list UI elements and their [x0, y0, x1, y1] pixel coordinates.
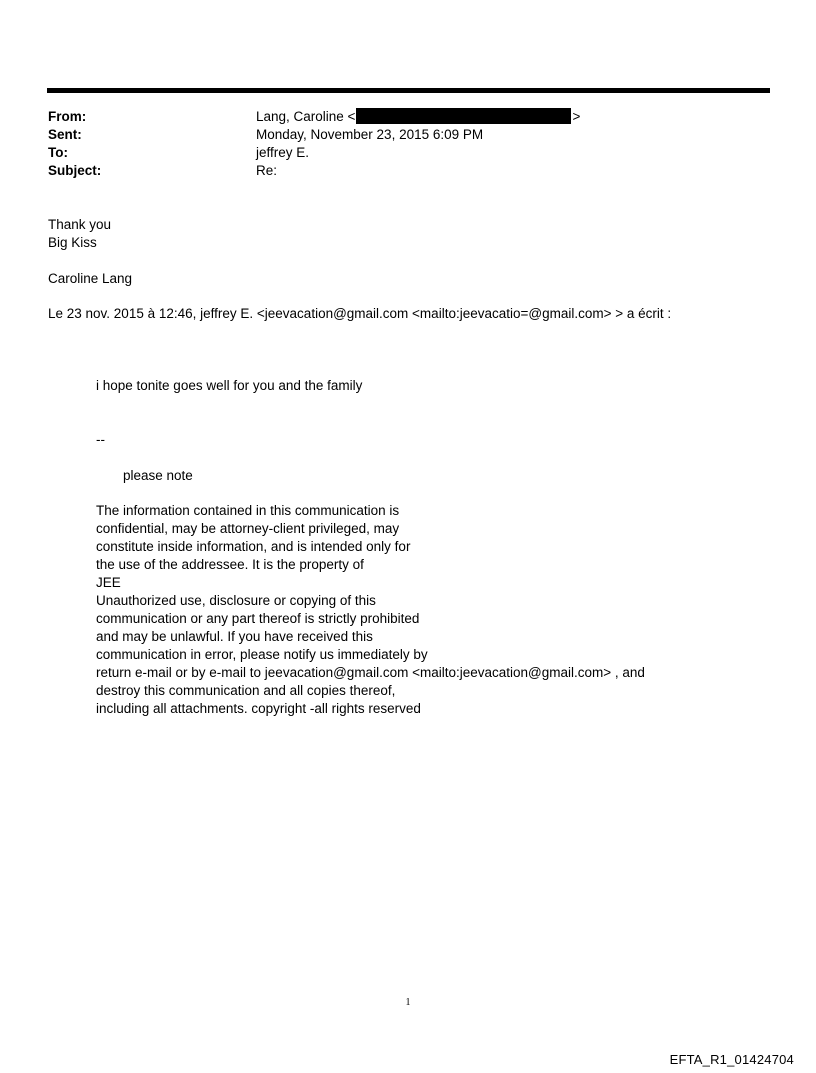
header-rule — [47, 88, 770, 93]
disclaimer-line: confidential, may be attorney-client privileged, may — [96, 521, 400, 536]
quoted-separator: -- — [96, 432, 105, 447]
subject-label: Subject: — [48, 163, 102, 178]
disclaimer-line: communication or any part thereof is strictly prohibited — [96, 611, 420, 626]
subject-value: Re: — [256, 163, 278, 178]
disclaimer-line: the use of the addressee. It is the property of — [96, 557, 364, 572]
disclaimer-line: return e-mail or by e-mail to jeevacation@gmail.com <mailto:jeevacation@gmail.com> , and — [96, 665, 645, 680]
disclaimer-line: and may be unlawful. If you have received this — [96, 629, 373, 644]
disclaimer-line: Unauthorized use, disclosure or copying of this — [96, 593, 376, 608]
sent-row — [48, 126, 580, 144]
disclaimer-line: JEE — [96, 575, 121, 590]
disclaimer-line: communication in error, please notify us immediately by — [96, 647, 428, 662]
sent-label: Sent: — [48, 127, 82, 142]
from-row — [48, 108, 580, 126]
disclaimer-line: The information contained in this communication is — [96, 503, 400, 518]
page-number: 1 — [405, 997, 411, 1008]
note-label: please note — [123, 468, 193, 483]
redaction-box — [356, 108, 571, 124]
body-line-big-kiss: Big Kiss — [48, 235, 97, 250]
to-value: jeffrey E. — [256, 145, 310, 160]
sent-value: Monday, November 23, 2015 6:09 PM — [256, 127, 484, 142]
from-label: From: — [48, 109, 87, 124]
quote-intro: Le 23 nov. 2015 à 12:46, jeffrey E. <jeevacation@gmail.com <mailto:jeevacatio=@gmail.com> > a écrit : — [48, 306, 672, 321]
subject-row — [48, 162, 580, 180]
disclaimer — [96, 502, 645, 718]
from-close-bracket: > — [572, 109, 581, 124]
disclaimer-line: including all attachments. copyright -all rights reserved — [96, 701, 421, 716]
to-row — [48, 144, 580, 162]
disclaimer-line: constitute inside information, and is intended only for — [96, 539, 411, 554]
disclaimer-line: destroy this communication and all copies thereof, — [96, 683, 396, 698]
email-header — [48, 108, 580, 180]
signature: Caroline Lang — [48, 271, 133, 286]
quoted-message: i hope tonite goes well for you and the family — [96, 378, 363, 393]
from-name: Lang, Caroline < — [256, 109, 356, 124]
document-id: EFTA_R1_01424704 — [669, 1052, 794, 1067]
to-label: To: — [48, 145, 68, 160]
from-value — [256, 108, 580, 126]
body-line-thank-you: Thank you — [48, 217, 112, 232]
